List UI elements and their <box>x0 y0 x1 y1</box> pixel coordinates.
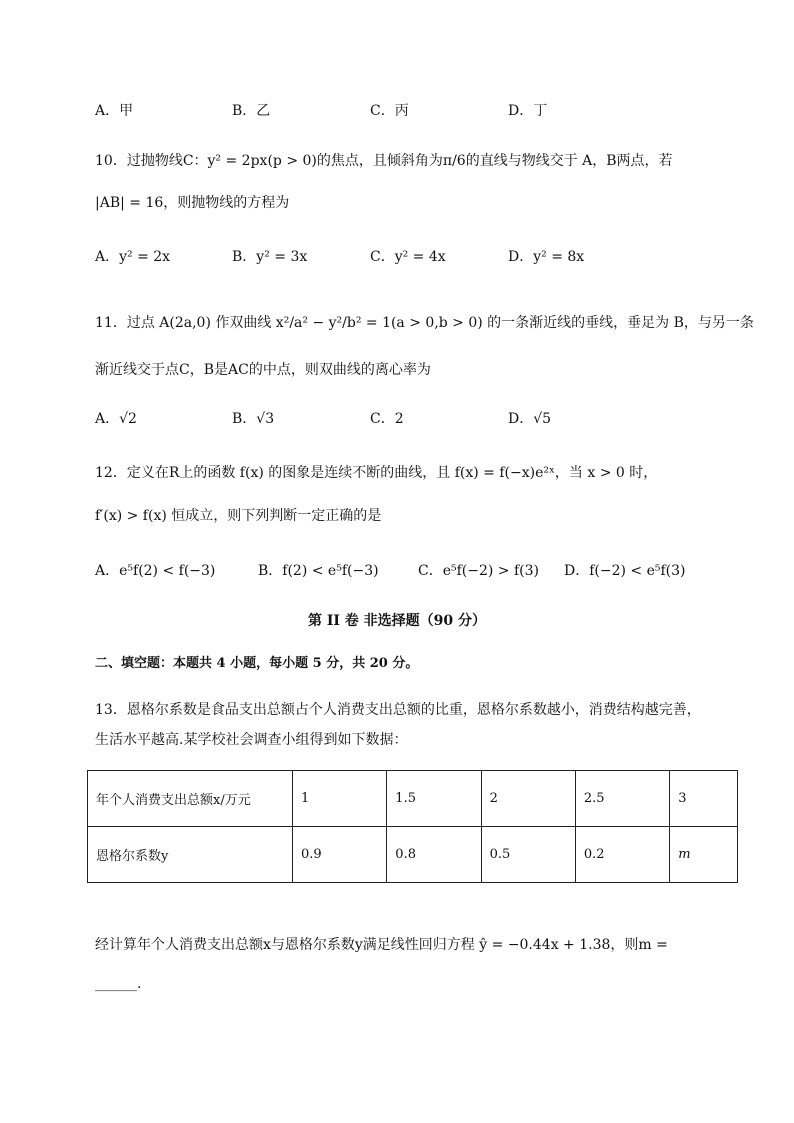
table-cell: 0.2 <box>575 827 669 883</box>
table-cell: 3 <box>670 771 738 827</box>
table-cell: 0.5 <box>481 827 575 883</box>
q10-option-b: B．y² = 3x <box>232 249 308 265</box>
q13-stem-line3: 经计算年个人消费支出总额x与恩格尔系数y满足线性回归方程 ŷ = −0.44x + 1.38，则m = <box>95 937 668 953</box>
q13-stem-line1: 13．恩格尔系数是食品支出总额占个人消费支出总额的比重，恩格尔系数越小，消费结构越完善， <box>95 702 701 718</box>
table-cell: 2 <box>481 771 575 827</box>
q12-stem-line1: 12．定义在R上的函数 f(x) 的图象是连续不断的曲线，且 f(x) = f(−x)e²ˣ，当 x > 0 时， <box>95 465 658 481</box>
q9-option-d: D．丁 <box>508 103 548 119</box>
q11-option-d: D．√5 <box>508 411 552 427</box>
table-cell: 恩格尔系数y <box>88 827 293 883</box>
table-cell: 1.5 <box>387 771 481 827</box>
section-title: 第 II 卷 非选择题（90 分） <box>307 613 487 629</box>
q10-option-d: D．y² = 8x <box>508 249 585 265</box>
q11-option-b: B．√3 <box>232 411 275 427</box>
q10-option-c: C．y² = 4x <box>370 249 446 265</box>
q10-stem-line2: |AB| = 16，则抛物线的方程为 <box>95 195 290 211</box>
q12-option-c: C．e⁵f(−2) > f(3) <box>418 563 539 579</box>
q11-stem-line1: 11．过点 A(2a,0) 作双曲线 x²/a² − y²/b² = 1(a > 0,b > 0) 的一条渐近线的垂线，垂足为 B，与另一条 <box>95 315 754 331</box>
table-cell: 1 <box>293 771 387 827</box>
q9-option-a: A．甲 <box>95 103 134 119</box>
table-cell: 2.5 <box>575 771 669 827</box>
table-cell: 0.8 <box>387 827 481 883</box>
table-cell: m <box>670 827 738 883</box>
q12-option-a: A．e⁵f(2) < f(−3) <box>95 563 216 579</box>
q9-option-c: C．丙 <box>370 103 409 119</box>
answer-blank: ______. <box>95 976 142 992</box>
table-cell: 年个人消费支出总额x/万元 <box>88 771 293 827</box>
table-row <box>88 827 738 883</box>
data-table <box>87 770 738 883</box>
q10-stem-line1: 10．过抛物线C：y² = 2px(p > 0)的焦点，且倾斜角为π/6的直线与物线交于 A，B两点，若 <box>95 153 673 169</box>
q11-stem-line2: 渐近线交于点C，B是AC的中点，则双曲线的离心率为 <box>95 362 431 378</box>
q11-option-a: A．√2 <box>95 411 137 427</box>
q12-option-b: B．f(2) < e⁵f(−3) <box>258 563 379 579</box>
q9-option-b: B．乙 <box>232 103 271 119</box>
q12-stem-line2: f′(x) > f(x) 恒成立，则下列判断一定正确的是 <box>95 508 382 524</box>
q12-option-d: D．f(−2) < e⁵f(3) <box>564 563 686 579</box>
q10-option-a: A．y² = 2x <box>95 249 171 265</box>
q11-option-c: C．2 <box>370 411 404 427</box>
fill-in-heading: 二、填空题：本题共 4 小题，每小题 5 分，共 20 分。 <box>95 656 419 671</box>
table-cell: 0.9 <box>293 827 387 883</box>
table-row <box>88 771 738 827</box>
q13-stem-line2: 生活水平越高.某学校社会调查小组得到如下数据： <box>95 732 408 748</box>
